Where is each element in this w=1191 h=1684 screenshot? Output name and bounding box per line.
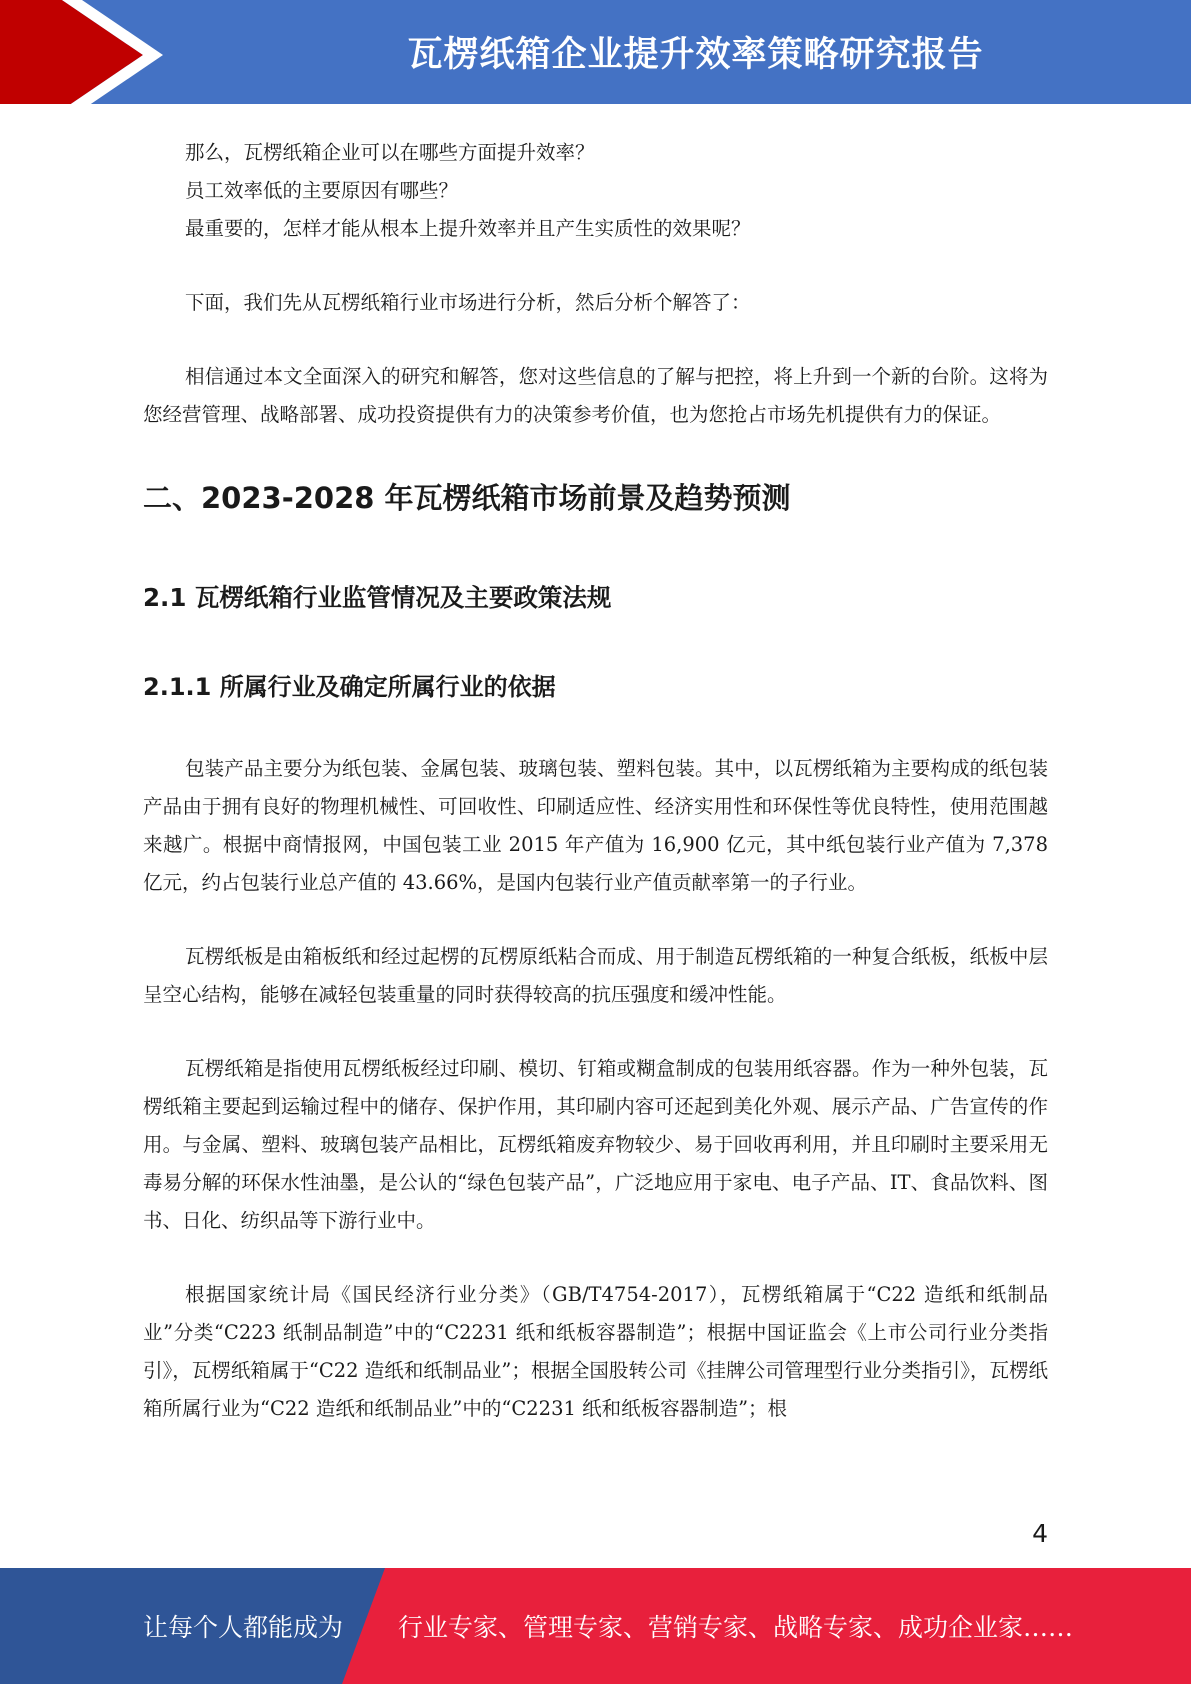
page-footer: [0, 1568, 1191, 1684]
question-1: 那么，瓦楞纸箱企业可以在哪些方面提升效率？: [185, 141, 595, 164]
page-header: [0, 0, 1191, 110]
question-3: 最重要的，怎样才能从根本上提升效率并且产生实质性的效果呢？: [185, 217, 751, 240]
report-title: 瓦楞纸箱企业提升效率策略研究报告: [407, 35, 984, 75]
intro-lead: 下面，我们先从瓦楞纸箱行业市场进行分析，然后分析个解答了：: [185, 291, 751, 314]
subsection-heading: 2.1 瓦楞纸箱行业监管情况及主要政策法规: [143, 583, 612, 612]
red-arrow-shape: [0, 0, 143, 110]
header-bottom-line: [0, 104, 1191, 110]
question-2: 员工效率低的主要原因有哪些？: [185, 179, 459, 202]
paragraph-corrugated-box: 瓦楞纸箱是指使用瓦楞纸板经过印刷、模切、钉箱或糊盒制成的包装用纸容器。作为一种外包装，瓦楞纸箱主要起到运输过程中的储存、保护作用，其印刷内容可还起到美化外观、展示产品、广告宣传的作用。与金属、塑料、玻璃包装产品相比，瓦楞纸箱废弃物较少、易于回收再利用，并且印刷时主要采用无毒易分解的环保水性油墨，是公认的“绿色包装产品”，广泛地应用于家电、电子产品、IT、食品饮料、图书、日化、纺织品等下游行业中。: [143, 1057, 1048, 1232]
intro-promise: 相信通过本文全面深入的研究和解答，您对这些信息的了解与把控，将上升到一个新的台阶。这将为您经营管理、战略部署、成功投资提供有力的决策参考价值，也为您抢占市场先机提供有力的保证。: [143, 365, 1048, 426]
page-content: [143, 134, 1048, 1428]
paragraph-packaging: 包装产品主要分为纸包装、金属包装、玻璃包装、塑料包装。其中，以瓦楞纸箱为主要构成的纸包装产品由于拥有良好的物理机械性、可回收性、印刷适应性、经济实用性和环保性等优良特性，使用范围越来越广。根据中商情报网，中国包装工业 2015 年产值为 16,900 亿元，其中纸包装行业产值为 7,378 亿元，约占包装行业总产值的 43.66%，是国内包装行业产值贡献率第一的子行业。: [143, 757, 1048, 894]
page-number: 4: [1032, 1519, 1048, 1548]
intro-questions: [143, 134, 1048, 248]
section-heading: 二、2023-2028 年瓦楞纸箱市场前景及趋势预测: [143, 481, 791, 515]
footer-slogan-left: 让每个人都能成为: [143, 1613, 344, 1642]
footer-slogan-right: 行业专家、管理专家、营销专家、战略专家、成功企业家……: [398, 1613, 1074, 1642]
subsubsection-heading: 2.1.1 所属行业及确定所属行业的依据: [143, 673, 556, 701]
paragraph-corrugated-board: 瓦楞纸板是由箱板纸和经过起楞的瓦楞原纸粘合而成、用于制造瓦楞纸箱的一种复合纸板，纸板中层呈空心结构，能够在减轻包装重量的同时获得较高的抗压强度和缓冲性能。: [143, 945, 1048, 1006]
paragraph-classification: 根据国家统计局《国民经济行业分类》（GB/T4754-2017），瓦楞纸箱属于“C22 造纸和纸制品业”分类“C223 纸制品制造”中的“C2231 纸和纸板容器制造”；根据中国证监会《上市公司行业分类指引》，瓦楞纸箱属于“C22 造纸和纸制品业”；根据全国股转公司《挂牌公司管理型行业分类指引》，瓦楞纸箱所属行业为“C22 造纸和纸制品业”中的“C2231 纸和纸板容器制造”；根: [143, 1283, 1048, 1420]
